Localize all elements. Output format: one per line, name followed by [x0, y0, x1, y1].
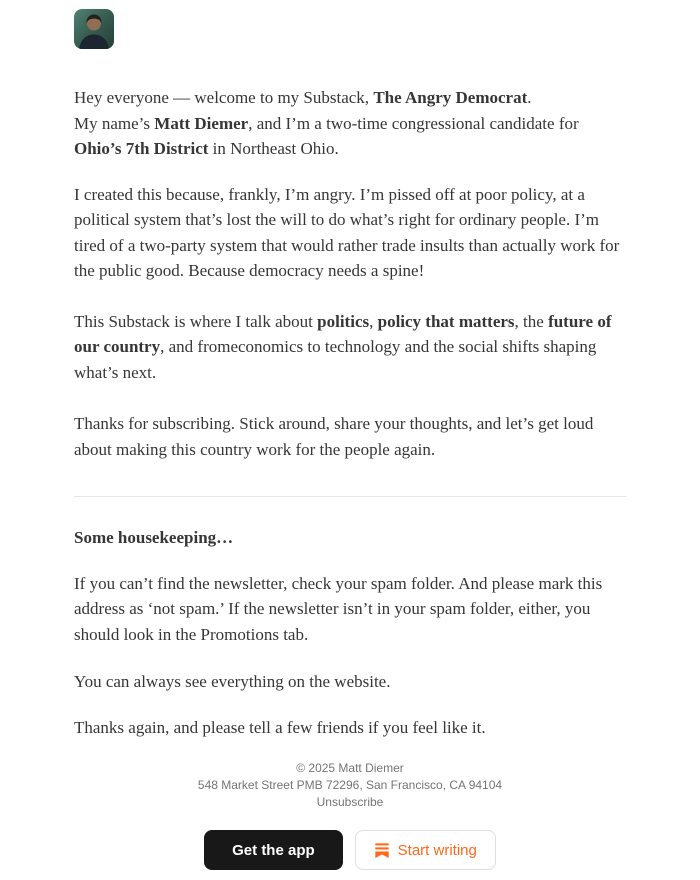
topics-paragraph: This Substack is where I talk about politics, policy that matters, the future of our country, and fromeconomics to technology and the social shifts shaping what’s next.	[74, 311, 612, 382]
avatar-silhouette	[74, 9, 114, 49]
why-created-paragraph: I created this because, frankly, I’m angry. I’m pissed off at poor policy, at a political system that’s lost the will to do what’s right for ordinary people. I’m tired of a two-party system that would rather trade insults than actually work for the public good. Because democracy needs a spine!	[74, 184, 620, 280]
avatar[interactable]	[74, 9, 114, 49]
start-writing-button[interactable]	[355, 830, 496, 870]
address-text: 548 Market Street PMB 72296, San Francisco, CA 94104	[197, 778, 503, 792]
substack-logo-icon	[374, 842, 390, 858]
start-writing-label: Start writing	[397, 841, 477, 859]
intro-paragraph: Hey everyone — welcome to my Substack, The Angry Democrat. My name’s Matt Diemer, and I’m a two-time congressional candidate for Ohio’s 7th District in Northeast Ohio.	[74, 88, 579, 158]
tell-friends-paragraph: Thanks again, and please tell a few friends if you feel like it.	[74, 717, 486, 737]
housekeeping-heading: Some housekeeping…	[74, 528, 234, 547]
copyright-text: © 2025 Matt Diemer	[296, 761, 404, 775]
website-paragraph: You can always see everything on the website.	[74, 672, 391, 691]
email-body	[74, 0, 626, 880]
email-footer	[74, 760, 626, 810]
spam-folder-paragraph: If you can’t find the newsletter, check your spam folder. And please mark this address as ‘not spam.’ If the newsletter isn’t in your spam folder, either, you should look in the Promotions tab.	[74, 573, 603, 644]
thanks-paragraph: Thanks for subscribing. Stick around, share your thoughts, and let’s get loud about making this country work for the people again.	[74, 414, 594, 459]
cta-button-row	[74, 830, 626, 880]
get-app-button[interactable]: Get the app	[204, 830, 343, 870]
section-divider	[74, 496, 626, 497]
unsubscribe-link[interactable]: Unsubscribe	[316, 795, 384, 809]
